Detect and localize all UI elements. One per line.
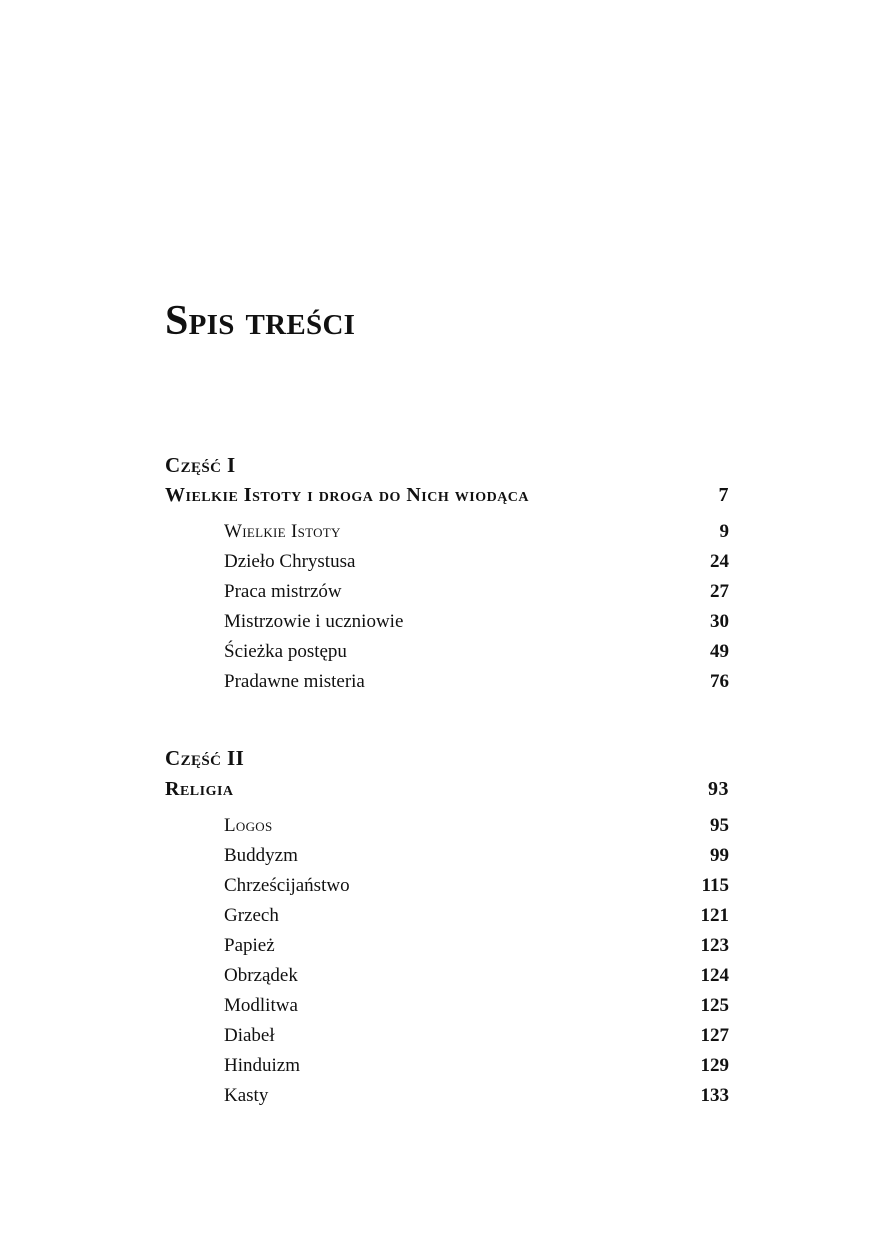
entry-page-number: 24 [710, 551, 729, 573]
part-label: Część II [165, 746, 245, 771]
entry-page-number: 99 [710, 844, 729, 866]
entry-page-number: 30 [710, 611, 729, 633]
toc-entry-list [165, 811, 729, 1111]
page-title: Spis treści [165, 298, 356, 344]
toc-part-2 [165, 745, 729, 1110]
entry-page-number: 129 [700, 1054, 729, 1076]
entry-title: Hinduizm [224, 1054, 300, 1076]
part-heading-page-number: 7 [718, 484, 729, 507]
list-item[interactable] [165, 667, 729, 697]
part-heading-title: Religia [165, 777, 234, 800]
part-heading-row[interactable] [165, 776, 729, 802]
entry-title: Mistrzowie i uczniowie [224, 611, 404, 633]
entry-title: Diabeł [224, 1024, 275, 1046]
entry-page-number: 121 [700, 904, 729, 926]
list-item[interactable] [165, 517, 729, 547]
list-item[interactable] [165, 607, 729, 637]
entry-title: Kasty [224, 1084, 269, 1106]
part-heading-row[interactable] [165, 482, 729, 508]
section-spacer [165, 731, 729, 745]
list-item[interactable] [165, 1081, 729, 1111]
entry-page-number: 115 [701, 874, 729, 896]
list-item[interactable] [165, 547, 729, 577]
list-item[interactable] [165, 637, 729, 667]
entry-page-number: 76 [710, 671, 729, 693]
list-item[interactable] [165, 991, 729, 1021]
entry-title: Grzech [224, 904, 279, 926]
part-label: Część I [165, 453, 236, 477]
entry-title: Ścieżka postępu [224, 641, 347, 663]
entry-page-number: 127 [700, 1024, 729, 1046]
entry-title: Chrześcijaństwo [224, 874, 350, 896]
entry-page-number: 123 [700, 934, 729, 956]
entry-page-number: 133 [700, 1084, 729, 1106]
list-item[interactable] [165, 1021, 729, 1051]
entry-page-number: 9 [719, 521, 729, 543]
entry-title: Praca mistrzów [224, 581, 342, 603]
list-item[interactable] [165, 577, 729, 607]
entry-title: Buddyzm [224, 844, 298, 866]
entry-page-number: 49 [710, 641, 729, 663]
part-heading-page-number: 93 [708, 777, 729, 800]
entry-title: Papież [224, 934, 275, 956]
list-item[interactable] [165, 931, 729, 961]
list-item[interactable] [165, 841, 729, 871]
entry-page-number: 95 [710, 814, 729, 836]
toc-parts-container [165, 452, 729, 1111]
entry-title: Pradawne misteria [224, 671, 365, 693]
toc-part-1 [165, 452, 729, 697]
list-item[interactable] [165, 961, 729, 991]
part-heading-title: Wielkie Istoty i droga do Nich wiodąca [165, 484, 530, 507]
entry-page-number: 124 [700, 964, 729, 986]
entry-page-number: 27 [710, 581, 729, 603]
list-item[interactable] [165, 1051, 729, 1081]
entry-title: Modlitwa [224, 994, 298, 1016]
entry-title: Wielkie Istoty [224, 521, 341, 543]
list-item[interactable] [165, 811, 729, 841]
entry-title: Obrządek [224, 964, 298, 986]
entry-title: Logos [224, 814, 273, 836]
list-item[interactable] [165, 901, 729, 931]
list-item[interactable] [165, 871, 729, 901]
toc-entry-list [165, 517, 729, 697]
entry-page-number: 125 [700, 994, 729, 1016]
entry-title: Dzieło Chrystusa [224, 551, 356, 573]
